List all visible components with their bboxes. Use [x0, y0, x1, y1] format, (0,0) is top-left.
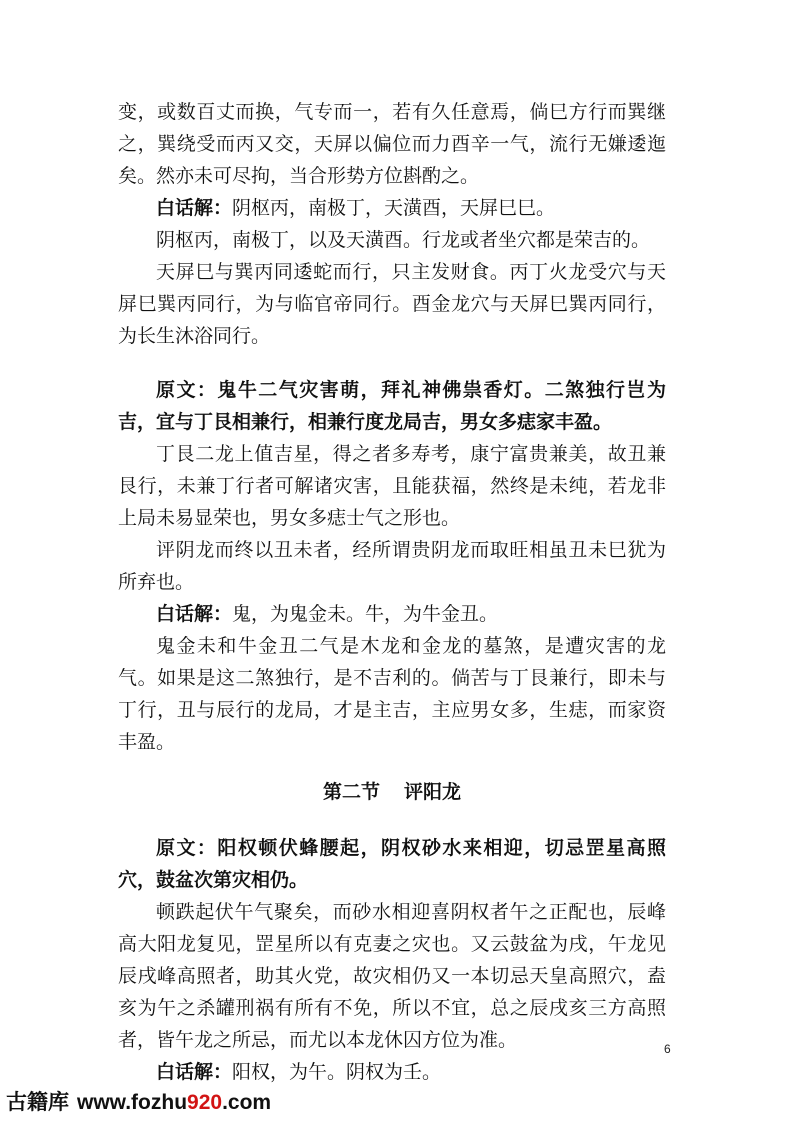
- section-number: 第二节: [322, 781, 380, 803]
- footer-watermark: [6, 1086, 271, 1116]
- paragraph-label: 原文：: [156, 379, 218, 401]
- paragraph: 白话解：鬼，为鬼金未。牛，为牛金丑。: [156, 603, 499, 625]
- paragraph: 天屏巳与巽丙同逶蛇而行，只主发财食。丙丁火龙受穴与天屏巳巽丙同行，为与临官帝同行。酉金龙穴与天屏巳巽丙同行，为长生沐浴同行。: [118, 261, 666, 347]
- document-body: [118, 96, 666, 1088]
- site-name: 古籍库: [6, 1091, 69, 1114]
- paragraph: 丁艮二龙上值吉星，得之者多寿考，康宁富贵兼美，故丑兼艮行，未兼丁行者可解诸灾害，且能获福，然终是未纯，若龙非上局未易显荣也，男女多痣士气之形也。: [118, 443, 666, 529]
- paragraph: 阴枢丙，南极丁，以及天潢酉。行龙或者坐穴都是荣吉的。: [156, 229, 651, 251]
- paragraph: 鬼金未和牛金丑二气是木龙和金龙的墓煞，是遭灾害的龙气。如果是这二煞独行，是不吉利的。倘苦与丁艮兼行，即未与丁行，丑与辰行的龙局，才是主吉，主应男女多，生痣，而家资丰盈。: [118, 635, 666, 753]
- page-number: 6: [664, 1042, 671, 1056]
- site-url-accent: 920: [187, 1091, 223, 1114]
- site-url-prefix: www.fozhu: [77, 1091, 188, 1114]
- original-text-paragraph: 原文：阳权顿伏蜂腰起，阴权砂水来相迎，切忌罡星高照穴，鼓盆次第灾相仍。: [118, 837, 666, 891]
- section-title: 评阳龙: [404, 781, 462, 803]
- original-text-paragraph: 原文：鬼牛二气灾害萌，拜礼神佛祟香灯。二煞独行岂为吉，宜与丁艮相兼行，相兼行度龙局吉，男女多痣家丰盈。: [118, 379, 666, 433]
- paragraph-label: 白话解：: [156, 1061, 233, 1083]
- paragraph: 评阴龙而终以丑未者，经所谓贵阴龙而取旺相虽丑未巳犹为所弃也。: [118, 539, 666, 593]
- paragraph: 白话解：阳权，为午。阴权为壬。: [156, 1061, 442, 1083]
- paragraph: 变，或数百丈而换，气专而一，若有久任意焉，倘巳方行而巽继之，巽绕受而丙又交，天屏以偏位而力酉辛一气，流行无嫌逶迤矣。然亦未可尽拘，当合形势方位斟酌之。: [118, 101, 666, 187]
- section-heading: [118, 776, 666, 808]
- paragraph-label: 白话解：: [156, 603, 233, 625]
- site-url-suffix: .com: [222, 1091, 272, 1114]
- paragraph-label: 白话解：: [156, 197, 233, 219]
- paragraph: 顿跌起伏午气聚矣，而砂水相迎喜阴权者午之正配也，辰峰高大阳龙复见，罡星所以有克妻之灾也。又云鼓盆为戌，午龙见辰戌峰高照者，助其火党，故灾相仍又一本切忌天皇高照穴，盍亥为午之杀罐刑祸有所有不免，所以不宜，总之辰戌亥三方高照者，皆午龙之所忌，而尤以本龙休囚方位为准。: [118, 901, 666, 1051]
- paragraph-label: 原文：: [156, 837, 218, 859]
- paragraph: 白话解：阴枢丙，南极丁，天潢酉，天屏巳巳。: [156, 197, 556, 219]
